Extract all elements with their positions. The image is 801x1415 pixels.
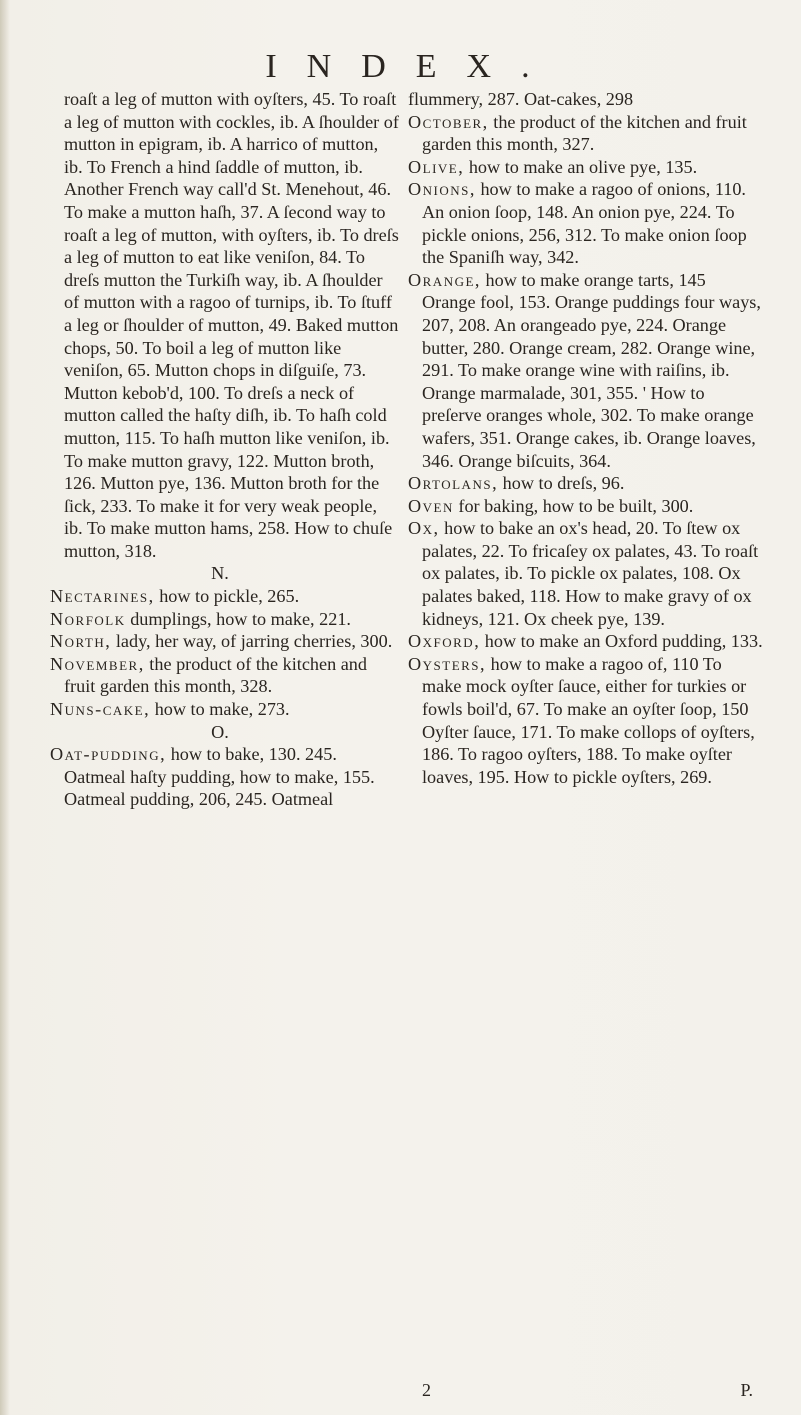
entry-text: how to pickle, 265. bbox=[154, 586, 300, 607]
index-entry bbox=[50, 630, 400, 653]
entry-text: dumplings, how to make, 221. bbox=[125, 608, 351, 629]
index-entry bbox=[408, 178, 763, 268]
index-entry bbox=[50, 585, 400, 608]
catchword: P. bbox=[740, 1380, 753, 1400]
entry-head: Ox, bbox=[408, 518, 440, 539]
entry-head: Orange, bbox=[408, 269, 481, 290]
entry-text: the product of the kitchen and fruit garden this month, 327. bbox=[422, 111, 747, 155]
signature-mark: 2 bbox=[422, 1380, 431, 1400]
entry-head: North, bbox=[50, 631, 112, 652]
entry-text: for baking, how to be built, 300. bbox=[453, 495, 694, 516]
right-column bbox=[408, 88, 763, 788]
entry-head: Nuns-cake, bbox=[50, 699, 151, 720]
index-entry bbox=[408, 630, 763, 653]
index-entry bbox=[408, 495, 763, 518]
left-column bbox=[50, 88, 400, 811]
index-entry bbox=[408, 517, 763, 630]
entry-head: November, bbox=[50, 653, 145, 674]
page-edge-shadow bbox=[0, 0, 10, 1415]
entry-head: Onions, bbox=[408, 179, 476, 200]
index-entry bbox=[408, 269, 763, 472]
index-entry bbox=[50, 608, 400, 631]
index-entry bbox=[50, 653, 400, 698]
entry-head: Oat-pudding, bbox=[50, 744, 167, 765]
index-entry bbox=[50, 698, 400, 721]
index-entry bbox=[408, 472, 763, 495]
entry-text: how to make an Oxford pudding, 133. bbox=[480, 631, 763, 652]
page-title: INDEX. bbox=[265, 48, 560, 85]
section-letter-o: O. bbox=[211, 721, 229, 742]
entry-text: how to make, 273. bbox=[150, 699, 290, 720]
index-entry-continuation: roaſt a leg of mutton with oyſters, 45. To roaſt a leg of mutton with cockles, ib. A ſhoulder of mutton in epigram, ib. A harrico of mutton, ib. To French a hind ſaddle of mutton, ib. Another French way call'd St. Menehout, 46. To make a mutton haſh, 37. A ſecond way to roaſt a leg of mutton, with oyſters, ib. To dreſs a leg of mutton to eat like veniſon, 84. To dreſs mutton the Turkiſh way, ib. A ſhoulder of mutton with a ragoo of turnips, ib. To ſtuff a leg or ſhoulder of mutton, 49. Baked mutton chops, 50. To boil a leg of mutton like veniſon, 65. Mutton chops in diſguiſe, 73. Mutton kebob'd, 100. To dreſs a neck of mutton called the haſty diſh, ib. To haſh cold mutton, 115. To haſh mutton like veniſon, ib. To make mutton gravy, 122. Mutton broth, 126. Mutton pye, 136. Mutton broth for the ſick, 233. To make it for very weak people, ib. To make mutton hams, 258. How to chuſe mutton, 318. bbox=[64, 89, 399, 561]
entry-text: how to bake, 130. 245. Oatmeal haſty pudding, how to make, 155. Oatmeal pudding, 206, 245. Oatmeal bbox=[64, 744, 375, 810]
entry-text: how to bake an ox's head, 20. To ſtew ox palates, 22. To fricaſey ox palates, 43. To roaſt ox palates, ib. To pickle ox palates, 108. Ox palates baked, 118. How to make gravy of ox kidneys, 121. Ox cheek pye, 139. bbox=[422, 518, 759, 629]
entry-head: Olive, bbox=[408, 156, 465, 177]
entry-head: Oysters, bbox=[408, 653, 487, 674]
entry-head: Nectarines, bbox=[50, 586, 155, 607]
entry-text: how to dreſs, 96. bbox=[498, 473, 625, 494]
index-entry bbox=[408, 156, 763, 179]
entry-text: the product of the kitchen and fruit garden this month, 328. bbox=[64, 653, 367, 697]
entry-text: how to make an olive pye, 135. bbox=[464, 156, 698, 177]
index-entry-continuation: flummery, 287. Oat-cakes, 298 bbox=[408, 89, 634, 109]
index-entry bbox=[408, 111, 763, 156]
section-letter-n: N. bbox=[211, 563, 229, 584]
entry-text: how to make a ragoo of, 110 To make mock oyſter ſauce, either for turkies or fowls boil'd, 67. To make an oyſter ſoop, 150 Oyſter ſauce, 171. To make collops of oyſters, 186. To ragoo oyſters, 188. To make oyſter loaves, 195. How to pickle oyſters, 269. bbox=[422, 653, 755, 787]
entry-head: Norfolk bbox=[50, 608, 126, 629]
entry-head: Ortolans, bbox=[408, 473, 499, 494]
entry-text: how to make a ragoo of onions, 110. An onion ſoop, 148. An onion pye, 224. To pickle onions, 256, 312. To make onion ſoop the Spaniſh way, 342. bbox=[422, 179, 747, 268]
entry-text: how to make orange tarts, 145 Orange fool, 153. Orange puddings four ways, 207, 208. An orangeado pye, 224. Orange butter, 280. Orange cream, 282. Orange wine, 291. To make orange wine with raiſins, ib. Orange marmalade, 301, 355. ' How to preſerve oranges whole, 302. To make orange wafers, 351. Orange cakes, ib. Orange loaves, 346. Orange biſcuits, 364. bbox=[422, 269, 761, 471]
index-entry bbox=[408, 653, 763, 789]
entry-text: lady, her way, of jarring cherries, 300. bbox=[111, 631, 393, 652]
entry-head: Oxford, bbox=[408, 631, 481, 652]
entry-head: Oven bbox=[408, 495, 454, 516]
entry-head: October, bbox=[408, 111, 489, 132]
index-entry bbox=[50, 743, 400, 811]
